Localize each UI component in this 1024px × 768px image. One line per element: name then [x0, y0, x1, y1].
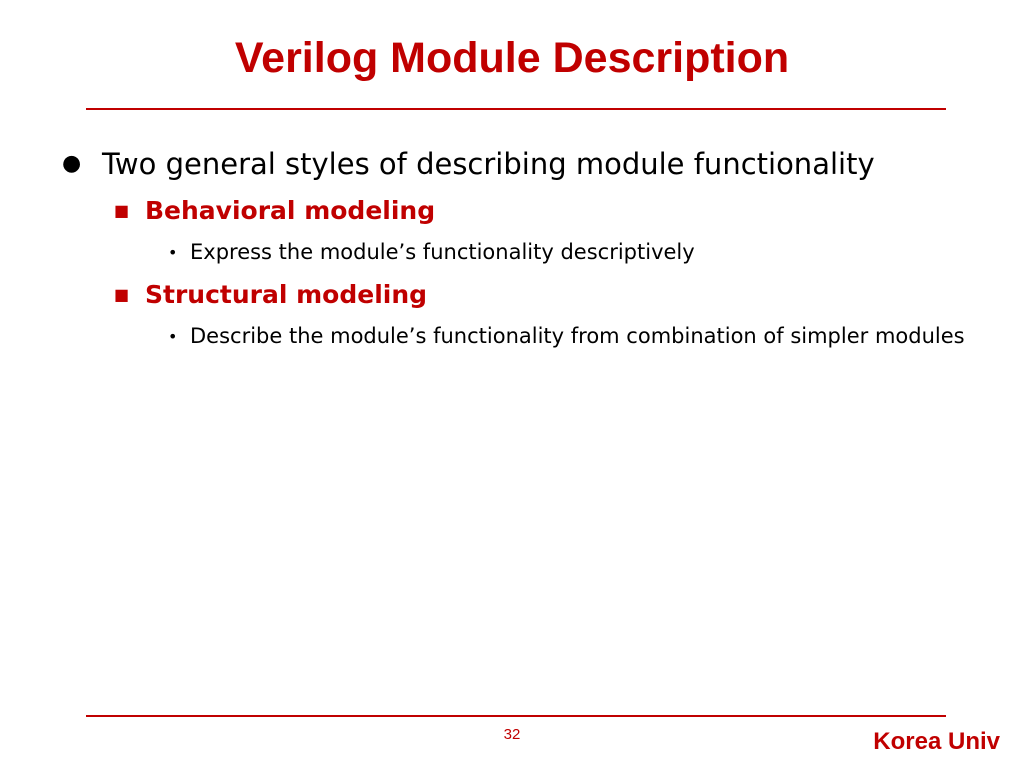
structural-description-text: Describe the module’s functionality from combination of simpler modules [190, 324, 965, 348]
slide-title: Verilog Module Description [234, 34, 790, 82]
main-point-text: Two general styles of describing module functionality [102, 147, 875, 181]
square-bullet-icon: ■ [114, 201, 130, 220]
round-bullet-icon: ● [62, 151, 82, 176]
round-bullet-icon: • [168, 327, 178, 346]
page-number: 32 [503, 726, 521, 743]
footer-brand: Korea Univ [873, 728, 1000, 755]
square-bullet-icon: ■ [114, 285, 130, 304]
behavioral-description-text: Express the module’s functionality descriptively [190, 240, 695, 264]
footer-divider [86, 715, 946, 717]
structural-modeling-heading: Structural modeling [145, 280, 428, 309]
behavioral-modeling-heading: Behavioral modeling [145, 196, 436, 225]
round-bullet-icon: • [168, 243, 178, 262]
title-divider [86, 108, 946, 110]
